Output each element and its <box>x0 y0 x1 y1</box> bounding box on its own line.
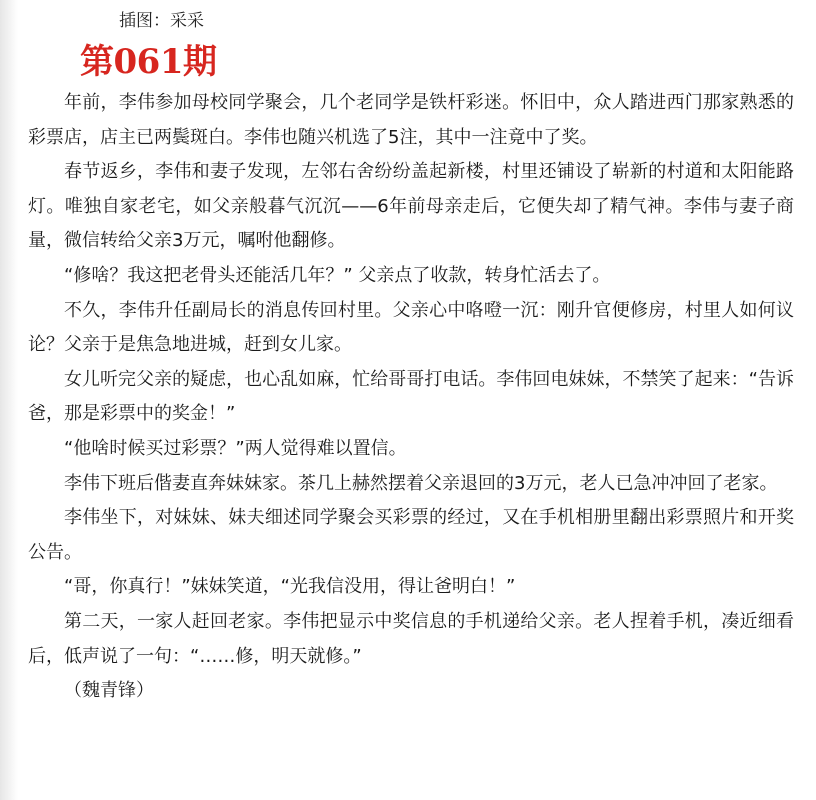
article-paragraph: “他啥时候买过彩票？”两人觉得难以置信。 <box>64 437 407 459</box>
article-paragraph: “哥，你真行！”妹妹笑道，“光我信没用，得让爸明白！” <box>64 576 516 598</box>
article-paragraph: 春节返乡，李伟和妻子发现，左邻右舍纷纷盖起新楼，村里还铺设了崭新的村道和太阳能路灯。唯独自家老宅，如父亲般暮气沉沉——6年前母亲走后，它便失却了精气神。李伟与妻子商量，微信转给父亲3万元，嘱咐他翻修。 <box>28 161 794 252</box>
article-paragraph: 李伟坐下，对妹妹、妹夫细述同学聚会买彩票的经过，又在手机相册里翻出彩票照片和开奖公告。 <box>28 507 794 563</box>
article-paragraph: 第二天，一家人赶回老家。李伟把显示中奖信息的手机递给父亲。老人捏着手机，凑近细看后，低声说了一句：“……修，明天就修。” <box>28 610 794 667</box>
illustration-credit: 插图：采采 <box>119 11 204 31</box>
article-paragraph: 李伟下班后偕妻直奔妹妹家。茶几上赫然摆着父亲退回的3万元，老人已急冲冲回了老家。 <box>64 472 778 494</box>
article-author: （魏青锋） <box>64 680 154 702</box>
article-paragraph: 不久，李伟升任副局长的消息传回村里。父亲心中咯噔一沉：刚升官便修房，村里人如何议论？父亲于是焦急地进城，赶到女儿家。 <box>28 299 794 356</box>
article-paragraph: 女儿听完父亲的疑虑，也心乱如麻，忙给哥哥打电话。李伟回电妹妹，不禁笑了起来：“告诉爸，那是彩票中的奖金！” <box>28 368 794 425</box>
issue-title: 第061期 <box>80 42 217 82</box>
article-paragraph: 年前，李伟参加母校同学聚会，几个老同学是铁杆彩迷。怀旧中，众人踏进西门那家熟悉的彩票店，店主已两鬓斑白。李伟也随兴机选了5注，其中一注竟中了奖。 <box>28 92 794 148</box>
article-body <box>28 86 794 709</box>
article-paragraph: “修啥？我这把老骨头还能活几年？” 父亲点了收款，转身忙活去了。 <box>64 264 611 286</box>
